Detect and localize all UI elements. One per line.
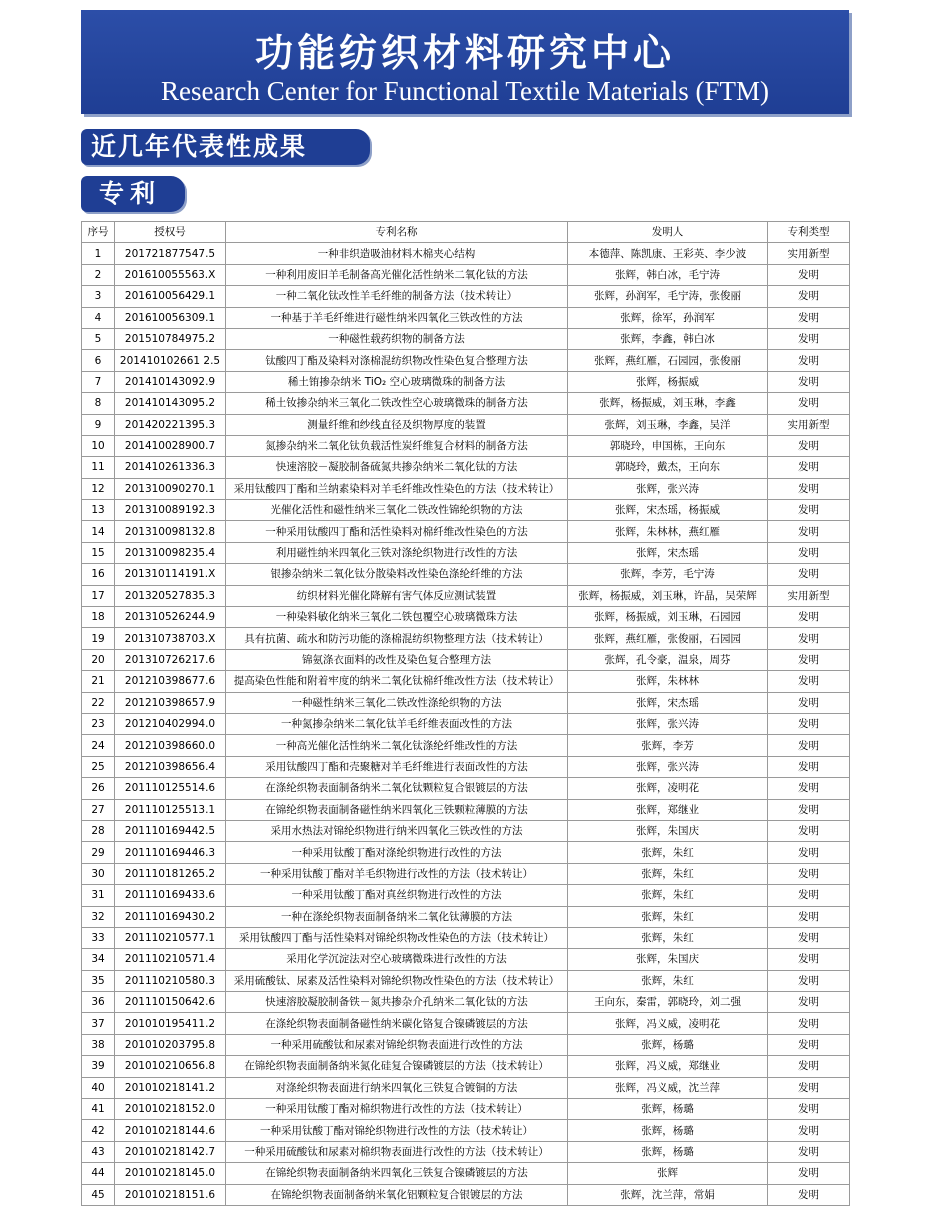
grant-number: 201420221395.3 [115,414,226,435]
header-patent-type: 专利类型 [768,222,850,243]
row-index: 36 [82,992,115,1013]
inventors: 张辉，宋杰瑶 [568,542,768,563]
header-index: 序号 [82,222,115,243]
table-row [82,1077,850,1098]
table-row [82,1184,850,1205]
patent-name: 采用化学沉淀法对空心玻璃微珠进行改性的方法 [226,949,568,970]
table-row [82,1141,850,1162]
grant-number: 201010195411.2 [115,1013,226,1034]
grant-number: 201010218151.6 [115,1184,226,1205]
table-row [82,328,850,349]
patent-name: 氮掺杂纳米二氧化钛负载活性炭纤维复合材料的制备方法 [226,435,568,456]
inventors: 张辉，郑继业 [568,799,768,820]
grant-number: 201010218141.2 [115,1077,226,1098]
inventors: 张辉，燕红雁，石园园，张俊丽 [568,350,768,371]
patent-name: 采用钛酸四丁酯和壳聚糖对羊毛纤维进行表面改性的方法 [226,756,568,777]
patent-type: 发明 [768,906,850,927]
table-row [82,1163,850,1184]
grant-number: 201210398657.9 [115,692,226,713]
table-row [82,393,850,414]
patent-type: 发明 [768,778,850,799]
table-row [82,756,850,777]
inventors: 张辉，杨振威 [568,371,768,392]
patent-type: 发明 [768,992,850,1013]
grant-number: 201610056309.1 [115,307,226,328]
patent-type: 发明 [768,713,850,734]
patent-type: 发明 [768,435,850,456]
table-row [82,628,850,649]
grant-number: 201310098235.4 [115,542,226,563]
patent-name: 银掺杂纳米二氧化钛分散染料改性染色涤纶纤维的方法 [226,564,568,585]
table-row [82,820,850,841]
patent-name: 具有抗菌、疏水和防污功能的涤棉混纺织物整理方法（技术转让） [226,628,568,649]
patent-type: 发明 [768,628,850,649]
inventors: 本德萍、陈凯康、王彩英、李少波 [568,243,768,264]
inventors: 张辉，孔令豪，温泉，周芬 [568,649,768,670]
patent-type: 发明 [768,1013,850,1034]
patent-name: 快速溶胶－凝胶制备硫氮共掺杂纳米二氧化钛的方法 [226,457,568,478]
grant-number: 201310738703.X [115,628,226,649]
section-title: 近几年代表性成果 [81,129,370,165]
grant-number: 201010218144.6 [115,1120,226,1141]
grant-number: 201110169446.3 [115,842,226,863]
patent-name: 采用钛酸四丁酯和兰纳素染料对羊毛纤维改性染色的方法（技术转让） [226,478,568,499]
inventors: 张辉，刘玉琳，李鑫，吴洋 [568,414,768,435]
inventors: 张辉，张兴涛 [568,478,768,499]
row-index: 29 [82,842,115,863]
patent-name: 一种采用钛酸丁酯对棉织物进行改性的方法（技术转让） [226,1099,568,1120]
patent-type: 发明 [768,820,850,841]
patent-type: 发明 [768,307,850,328]
patent-name: 钛酸四丁酯及染料对涤棉混纺织物改性染色复合整理方法 [226,350,568,371]
grant-number: 201110210577.1 [115,927,226,948]
inventors: 张辉，冯义威，郑继业 [568,1056,768,1077]
row-index: 24 [82,735,115,756]
grant-number: 201310114191.X [115,564,226,585]
patent-type: 发明 [768,264,850,285]
grant-number: 201110169430.2 [115,906,226,927]
table-row [82,542,850,563]
table-row [82,371,850,392]
row-index: 3 [82,286,115,307]
patent-name: 利用磁性纳米四氧化三铁对涤纶织物进行改性的方法 [226,542,568,563]
patent-name: 采用水热法对锦纶织物进行纳米四氧化三铁改性的方法 [226,820,568,841]
patent-name: 纺织材料光催化降解有害气体反应测试装置 [226,585,568,606]
patent-name: 一种基于羊毛纤维进行磁性纳米四氧化三铁改性的方法 [226,307,568,328]
patent-name: 在锦纶织物表面制备纳米氮化硅复合镍磷镀层的方法（技术转让） [226,1056,568,1077]
patent-type: 发明 [768,1056,850,1077]
patent-name: 一种采用硫酸钛和尿素对棉织物表面进行改性的方法（技术转让） [226,1141,568,1162]
row-index: 15 [82,542,115,563]
table-row [82,885,850,906]
row-index: 19 [82,628,115,649]
row-index: 34 [82,949,115,970]
table-row [82,500,850,521]
patent-type: 发明 [768,542,850,563]
row-index: 32 [82,906,115,927]
inventors: 张辉，朱红 [568,842,768,863]
patent-type: 发明 [768,1034,850,1055]
patent-name: 一种高光催化活性纳米二氧化钛涤纶纤维改性的方法 [226,735,568,756]
row-index: 35 [82,970,115,991]
patent-type: 发明 [768,371,850,392]
patent-name: 在涤纶织物表面制备纳米二氧化钛颗粒复合银镀层的方法 [226,778,568,799]
inventors: 张辉，杨璐 [568,1120,768,1141]
header-inventors: 发明人 [568,222,768,243]
table-row [82,307,850,328]
patent-table [81,221,850,1206]
patent-name: 一种采用钛酸丁酯对羊毛织物进行改性的方法（技术转让） [226,863,568,884]
patent-name: 一种在涤纶织物表面制备纳米二氧化钛薄膜的方法 [226,906,568,927]
table-row [82,435,850,456]
patent-name: 在涤纶织物表面制备磁性纳米碳化铬复合镍磷镀层的方法 [226,1013,568,1034]
inventors: 张辉，张兴涛 [568,713,768,734]
grant-number: 201410028900.7 [115,435,226,456]
row-index: 31 [82,885,115,906]
inventors: 张辉，韩白冰，毛宁涛 [568,264,768,285]
table-row [82,264,850,285]
patent-type: 发明 [768,842,850,863]
inventors: 张辉，徐军，孙润军 [568,307,768,328]
patent-name: 一种利用废旧羊毛制备高光催化活性纳米二氧化钛的方法 [226,264,568,285]
grant-number: 201110210571.4 [115,949,226,970]
grant-number: 201310089192.3 [115,500,226,521]
row-index: 40 [82,1077,115,1098]
inventors: 王向东，秦雷，郭晓玲，刘二强 [568,992,768,1013]
patent-type: 发明 [768,863,850,884]
grant-number: 201310090270.1 [115,478,226,499]
inventors: 张辉，朱国庆 [568,820,768,841]
grant-number: 201110169433.6 [115,885,226,906]
patent-name: 一种采用硫酸钛和尿素对锦纶织物表面进行改性的方法 [226,1034,568,1055]
patent-type: 发明 [768,350,850,371]
row-index: 21 [82,671,115,692]
grant-number: 201510784975.2 [115,328,226,349]
table-row [82,564,850,585]
row-index: 33 [82,927,115,948]
header-banner [81,10,849,114]
row-index: 25 [82,756,115,777]
patent-type: 发明 [768,885,850,906]
patent-type: 发明 [768,927,850,948]
table-body [82,243,850,1206]
patent-name: 一种氮掺杂纳米二氧化钛羊毛纤维表面改性的方法 [226,713,568,734]
patent-type: 发明 [768,799,850,820]
row-index: 41 [82,1099,115,1120]
row-index: 9 [82,414,115,435]
inventors: 张辉，李芳，毛宁涛 [568,564,768,585]
grant-number: 201721877547.5 [115,243,226,264]
row-index: 8 [82,393,115,414]
patent-type: 实用新型 [768,585,850,606]
table-row [82,350,850,371]
row-index: 43 [82,1141,115,1162]
grant-number: 201010203795.8 [115,1034,226,1055]
inventors: 张辉，朱红 [568,927,768,948]
center-title-cn: 功能纺织材料研究中心 [254,31,675,75]
table-row [82,585,850,606]
row-index: 27 [82,799,115,820]
row-index: 7 [82,371,115,392]
row-index: 14 [82,521,115,542]
patent-type: 发明 [768,286,850,307]
patent-type: 发明 [768,735,850,756]
inventors: 张辉，燕红雁，张俊丽，石园园 [568,628,768,649]
table-row [82,243,850,264]
grant-number: 201410102661 2.5 [115,350,226,371]
patent-type: 发明 [768,671,850,692]
inventors: 张辉，杨振威，刘玉琳，石园园 [568,607,768,628]
table-row [82,478,850,499]
row-index: 12 [82,478,115,499]
patent-type: 发明 [768,1099,850,1120]
inventors: 张辉，朱红 [568,906,768,927]
inventors: 张辉，朱红 [568,885,768,906]
patent-name: 锦氨涤衣面料的改性及染色复合整理方法 [226,649,568,670]
patent-name: 一种采用钛酸丁酯对锦纶织物进行改性的方法（技术转让） [226,1120,568,1141]
patent-type: 实用新型 [768,243,850,264]
inventors: 张辉，杨璐 [568,1141,768,1162]
header-patent-name: 专利名称 [226,222,568,243]
patent-name: 稀土钕掺杂纳米三氧化二铁改性空心玻璃微珠的制备方法 [226,393,568,414]
table-row [82,1013,850,1034]
row-index: 13 [82,500,115,521]
table-row [82,906,850,927]
table-row [82,671,850,692]
inventors: 张辉，杨璐 [568,1099,768,1120]
table-row [82,649,850,670]
patent-type: 实用新型 [768,414,850,435]
patent-name: 采用硫酸钛、尿素及活性染料对锦纶织物改性染色的方法（技术转让） [226,970,568,991]
patent-type: 发明 [768,1120,850,1141]
inventors: 张辉，宋杰瑶 [568,692,768,713]
table-row [82,949,850,970]
row-index: 16 [82,564,115,585]
table-row [82,1120,850,1141]
patent-type: 发明 [768,457,850,478]
patent-type: 发明 [768,970,850,991]
table-row [82,927,850,948]
table-row [82,414,850,435]
patent-name: 一种磁性载药织物的制备方法 [226,328,568,349]
patent-type: 发明 [768,393,850,414]
patent-type: 发明 [768,1163,850,1184]
inventors: 张辉，杨振威，刘玉琳，许晶，吴荣辉 [568,585,768,606]
row-index: 5 [82,328,115,349]
grant-number: 201310526244.9 [115,607,226,628]
patent-name: 提高染色性能和附着牢度的纳米二氧化钛棉纤维改性方法（技术转让） [226,671,568,692]
table-header-row [82,222,850,243]
row-index: 38 [82,1034,115,1055]
grant-number: 201610055563.X [115,264,226,285]
patent-type: 发明 [768,478,850,499]
patent-name: 一种采用钛酸丁酯对真丝织物进行改性的方法 [226,885,568,906]
grant-number: 201110150642.6 [115,992,226,1013]
patent-name: 稀土铕掺杂纳米 TiO₂ 空心玻璃微珠的制备方法 [226,371,568,392]
row-index: 28 [82,820,115,841]
table-row [82,842,850,863]
row-index: 45 [82,1184,115,1205]
patent-name: 一种磁性纳米三氧化二铁改性涤纶织物的方法 [226,692,568,713]
row-index: 26 [82,778,115,799]
row-index: 22 [82,692,115,713]
grant-number: 201110125513.1 [115,799,226,820]
patent-type: 发明 [768,1077,850,1098]
inventors: 张辉，朱林林 [568,671,768,692]
patent-name: 光催化活性和磁性纳米三氧化二铁改性锦纶织物的方法 [226,500,568,521]
header-grant-number: 授权号 [115,222,226,243]
inventors: 张辉，宋杰瑶，杨振威 [568,500,768,521]
grant-number: 201110181265.2 [115,863,226,884]
grant-number: 201010218145.0 [115,1163,226,1184]
patent-type: 发明 [768,949,850,970]
patent-name: 一种采用钛酸丁酯对涤纶织物进行改性的方法 [226,842,568,863]
inventors: 张辉，朱红 [568,863,768,884]
patent-name: 一种采用钛酸四丁酯和活性染料对棉纤维改性染色的方法 [226,521,568,542]
grant-number: 201010218142.7 [115,1141,226,1162]
inventors: 张辉 [568,1163,768,1184]
patent-name: 在锦纶织物表面制备纳米四氧化三铁复合镍磷镀层的方法 [226,1163,568,1184]
table-row [82,713,850,734]
patent-name: 一种二氧化钛改性羊毛纤维的制备方法（技术转让） [226,286,568,307]
patent-type: 发明 [768,328,850,349]
row-index: 42 [82,1120,115,1141]
grant-number: 201110210580.3 [115,970,226,991]
inventors: 张辉，杨璐 [568,1034,768,1055]
table-row [82,970,850,991]
patent-name: 在锦纶织物表面制备纳米氧化铝颗粒复合银镀层的方法 [226,1184,568,1205]
inventors: 张辉，冯义威，沈兰萍 [568,1077,768,1098]
inventors: 张辉，沈兰萍，常娟 [568,1184,768,1205]
grant-number: 201210402994.0 [115,713,226,734]
patent-name: 在锦纶织物表面制备磁性纳米四氧化三铁颗粒薄膜的方法 [226,799,568,820]
table-row [82,1099,850,1120]
inventors: 郭晓玲，申国栋，王向东 [568,435,768,456]
row-index: 39 [82,1056,115,1077]
table-row [82,1056,850,1077]
inventors: 张辉，朱林林，燕红雁 [568,521,768,542]
inventors: 张辉，凌明花 [568,778,768,799]
inventors: 张辉，朱红 [568,970,768,991]
grant-number: 201010218152.0 [115,1099,226,1120]
table-row [82,799,850,820]
table-row [82,1034,850,1055]
patent-type: 发明 [768,607,850,628]
patent-type: 发明 [768,1141,850,1162]
patent-type: 发明 [768,521,850,542]
row-index: 6 [82,350,115,371]
subsection-title: 专利 [81,176,185,212]
patent-type: 发明 [768,1184,850,1205]
grant-number: 201320527835.3 [115,585,226,606]
grant-number: 201410261336.3 [115,457,226,478]
grant-number: 201110169442.5 [115,820,226,841]
row-index: 23 [82,713,115,734]
row-index: 37 [82,1013,115,1034]
patent-name: 一种染料敏化纳米三氧化二铁包覆空心玻璃微珠方法 [226,607,568,628]
table-row [82,735,850,756]
inventors: 郭晓玲，戴杰，王向东 [568,457,768,478]
patent-type: 发明 [768,500,850,521]
patent-name: 对涤纶织物表面进行纳米四氧化三铁复合镀铜的方法 [226,1077,568,1098]
table-row [82,607,850,628]
patent-type: 发明 [768,692,850,713]
row-index: 18 [82,607,115,628]
table-row [82,521,850,542]
row-index: 20 [82,649,115,670]
inventors: 张辉，杨振威，刘玉琳，李鑫 [568,393,768,414]
table-row [82,778,850,799]
patent-name: 测量纤维和纱线直径及织物厚度的装置 [226,414,568,435]
table-row [82,863,850,884]
row-index: 1 [82,243,115,264]
inventors: 张辉，冯义威，凌明花 [568,1013,768,1034]
grant-number: 201310098132.8 [115,521,226,542]
patent-name: 快速溶胶凝胶制备铁－氮共掺杂介孔纳米二氧化钛的方法 [226,992,568,1013]
grant-number: 201010210656.8 [115,1056,226,1077]
row-index: 30 [82,863,115,884]
table-row [82,457,850,478]
row-index: 4 [82,307,115,328]
table-row [82,286,850,307]
grant-number: 201410143092.9 [115,371,226,392]
patent-name: 采用钛酸四丁酯与活性染料对锦纶织物改性染色的方法（技术转让） [226,927,568,948]
grant-number: 201610056429.1 [115,286,226,307]
patent-name: 一种非织造吸油材料木棉夹心结构 [226,243,568,264]
row-index: 10 [82,435,115,456]
patent-type: 发明 [768,756,850,777]
inventors: 张辉，朱国庆 [568,949,768,970]
inventors: 张辉，孙润军，毛宁涛，张俊丽 [568,286,768,307]
inventors: 张辉，张兴涛 [568,756,768,777]
grant-number: 201410143095.2 [115,393,226,414]
patent-type: 发明 [768,564,850,585]
row-index: 2 [82,264,115,285]
row-index: 17 [82,585,115,606]
table-row [82,992,850,1013]
inventors: 张辉，李鑫，韩白冰 [568,328,768,349]
grant-number: 201210398677.6 [115,671,226,692]
grant-number: 201310726217.6 [115,649,226,670]
grant-number: 201210398656.4 [115,756,226,777]
table-row [82,692,850,713]
center-title-en: Research Center for Functional Textile Materials (FTM) [161,76,769,106]
patent-type: 发明 [768,649,850,670]
row-index: 11 [82,457,115,478]
inventors: 张辉，李芳 [568,735,768,756]
grant-number: 201110125514.6 [115,778,226,799]
grant-number: 201210398660.0 [115,735,226,756]
row-index: 44 [82,1163,115,1184]
